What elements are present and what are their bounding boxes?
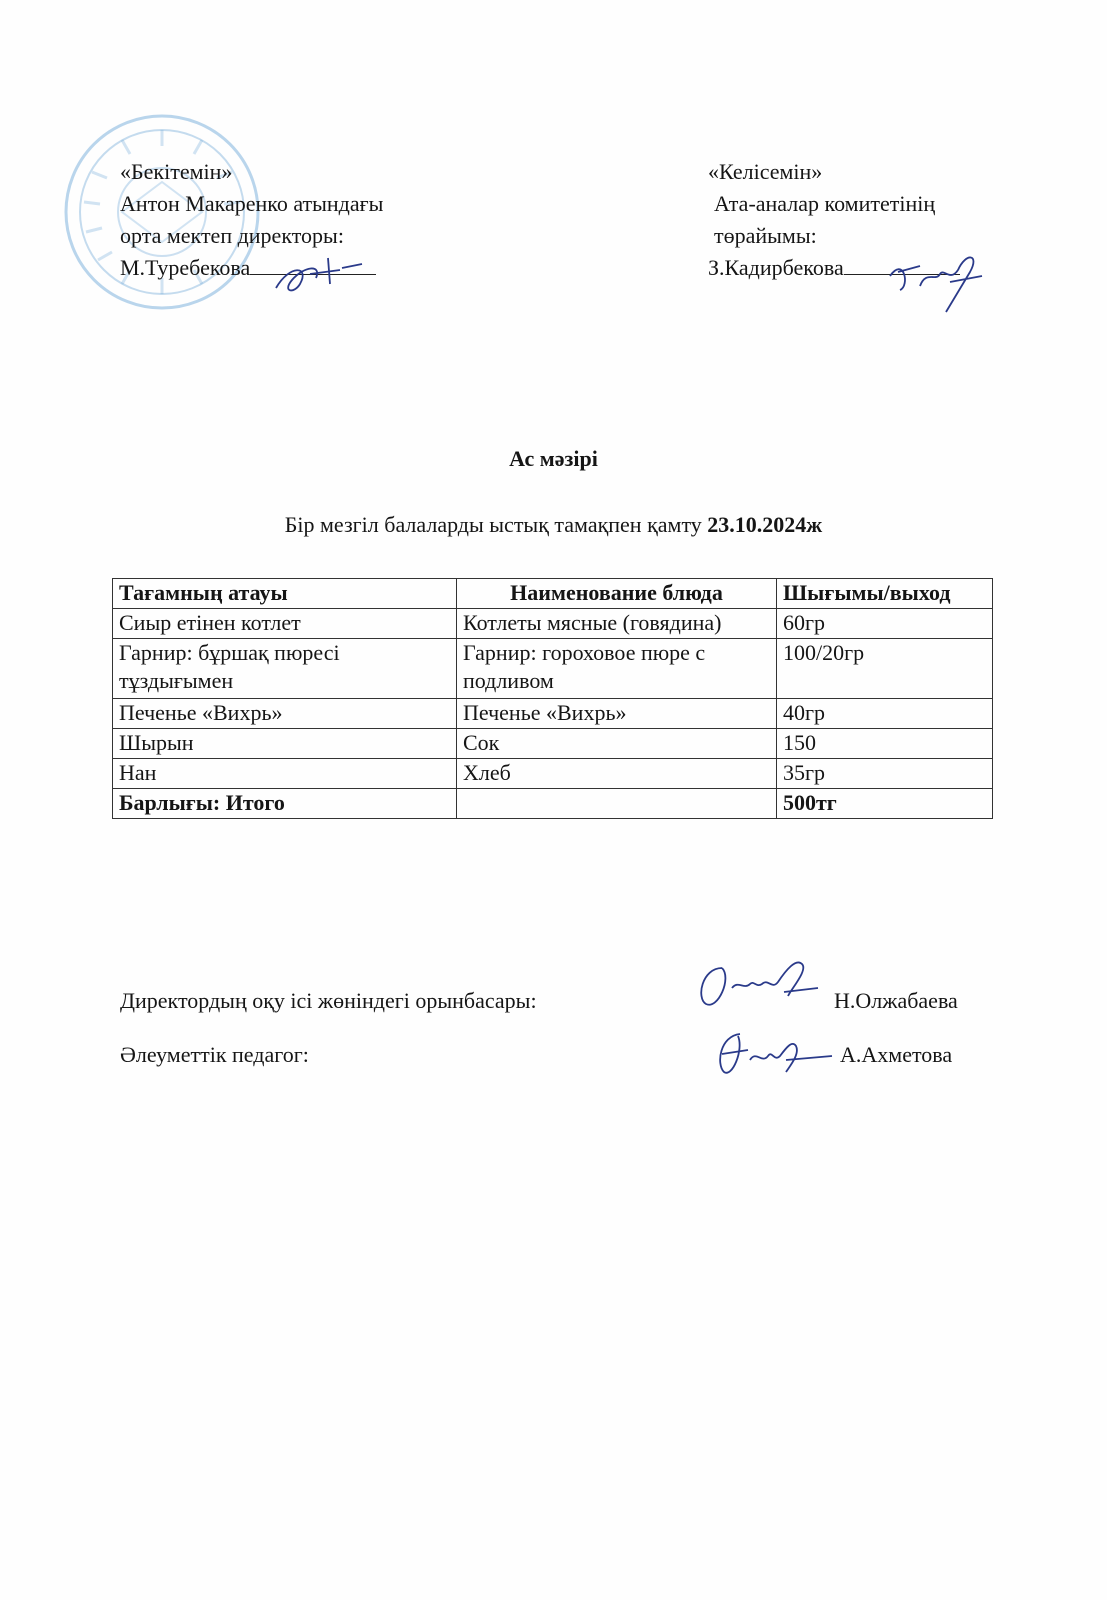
table-cell: 40гр	[777, 699, 993, 729]
table-cell: 150	[777, 729, 993, 759]
table-cell: Печенье «Вихрь»	[457, 699, 777, 729]
document-subtitle	[0, 512, 1107, 538]
total-empty	[457, 789, 777, 819]
total-value: 500тг	[777, 789, 993, 819]
agreement-line-2: төрайымы:	[714, 223, 817, 248]
agreement-line-1: Ата-аналар комитетінің	[714, 191, 936, 216]
table-cell: Печенье «Вихрь»	[113, 699, 457, 729]
approval-line-1: Антон Макаренко атындағы	[120, 191, 384, 216]
table-cell: Гарнир: гороховое пюре с подливом	[457, 639, 777, 699]
menu-table	[112, 578, 993, 819]
signatory-name: А.Ахметова	[840, 1042, 953, 1067]
approval-line-2: орта мектеп директоры:	[120, 223, 344, 248]
table-cell: Шырын	[113, 729, 457, 759]
total-label: Барлығы: Итого	[113, 789, 457, 819]
header-output: Шығымы/выход	[777, 579, 993, 609]
table-row	[113, 729, 993, 759]
signatory-row	[120, 1042, 309, 1068]
document-title: Ас мәзірі	[509, 446, 598, 471]
table-row	[113, 609, 993, 639]
signatory-row	[120, 988, 537, 1014]
deputy-signature-icon	[692, 948, 832, 1028]
signatory-name: Н.Олжабаева	[834, 988, 958, 1013]
table-header-row	[113, 579, 993, 609]
approval-label: «Бекітемін»	[120, 159, 233, 184]
signatory-role: Директордың оқу ісі жөніндегі орынбасары:	[120, 988, 537, 1013]
signatory-role: Әлеуметтік педагог:	[120, 1042, 309, 1067]
header-kazakh-name: Тағамның атауы	[113, 579, 457, 609]
table-total-row	[113, 789, 993, 819]
subtitle-text: Бір мезгіл балаларды ыстық тамақпен қамту	[284, 512, 702, 537]
table-cell: 35гр	[777, 759, 993, 789]
table-cell: 60гр	[777, 609, 993, 639]
table-cell: Хлеб	[457, 759, 777, 789]
table-cell: Гарнир: бұршақ пюресі тұздығымен	[113, 639, 457, 699]
header-russian-name: Наименование блюда	[457, 579, 777, 609]
table-cell: Сок	[457, 729, 777, 759]
subtitle-date: 23.10.2024ж	[707, 512, 823, 537]
agreement-label: «Келісемін»	[708, 159, 823, 184]
table-row	[113, 699, 993, 729]
table-cell: 100/20гр	[777, 639, 993, 699]
director-signature-icon	[270, 244, 370, 304]
table-cell: Нан	[113, 759, 457, 789]
agreement-name: З.Кадирбекова	[708, 255, 844, 280]
table-row	[113, 639, 993, 699]
table-row	[113, 759, 993, 789]
committee-signature-icon	[880, 246, 990, 316]
approval-name: М.Туребекова	[120, 255, 251, 280]
table-cell: Котлеты мясные (говядина)	[457, 609, 777, 639]
pedagogue-signature-icon	[700, 1020, 840, 1090]
table-cell: Сиыр етінен котлет	[113, 609, 457, 639]
